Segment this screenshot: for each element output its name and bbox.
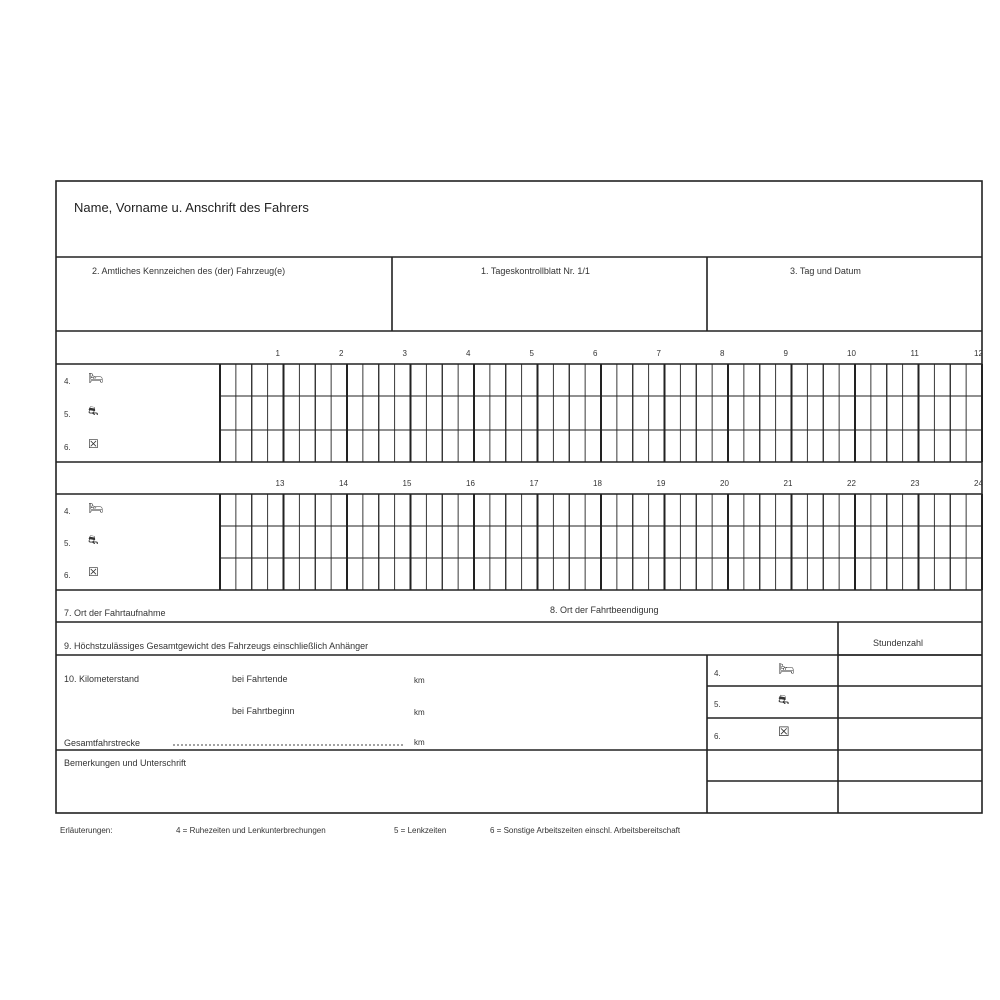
hour-label: 21 xyxy=(783,479,793,488)
row-number: 5. xyxy=(64,410,71,419)
row-number: 5. xyxy=(64,539,71,548)
checked-box-icon: ☒ xyxy=(88,565,99,579)
vehicle-plate-label: 2. Amtliches Kennzeichen des (der) Fahrzeug(e) xyxy=(92,266,286,276)
row-number: 6. xyxy=(64,571,71,580)
odometer-end-label: bei Fahrtende xyxy=(232,674,288,684)
hour-label: 9 xyxy=(783,349,788,358)
hour-label: 20 xyxy=(720,479,729,488)
hour-label: 5 xyxy=(529,349,534,358)
row-number: 4. xyxy=(64,507,71,516)
summary-row-number: 5. xyxy=(714,700,721,709)
row-number: 4. xyxy=(64,377,71,386)
driver-name-field[interactable] xyxy=(60,222,975,252)
bed-icon: 🛏 xyxy=(88,501,104,515)
hour-label: 13 xyxy=(275,479,285,488)
sheet-number-label: 1. Tageskontrollblatt Nr. 1/1 xyxy=(481,266,590,276)
summary-row-number: 4. xyxy=(714,668,721,678)
odometer-label: 10. Kilometerstand xyxy=(64,674,140,684)
hour-label: 12 xyxy=(974,349,983,358)
hour-label: 17 xyxy=(529,479,539,488)
hour-label: 2 xyxy=(339,349,344,358)
hour-label: 6 xyxy=(593,349,598,358)
hour-label: 23 xyxy=(910,479,920,488)
row-number: 6. xyxy=(64,443,71,452)
hour-label: 15 xyxy=(402,479,412,488)
end-place-label: 8. Ort der Fahrtbeendigung xyxy=(550,605,659,615)
legend-item-5: 5 = Lenkzeiten xyxy=(394,826,447,835)
time-row-checked-box[interactable] xyxy=(220,430,982,462)
hour-label: 18 xyxy=(593,479,602,488)
time-row-steering-wheel[interactable] xyxy=(220,526,982,558)
summary-row-number: 6. xyxy=(714,732,721,741)
steering-wheel-icon: ⛐ xyxy=(88,404,99,418)
hour-label: 7 xyxy=(656,349,661,358)
hour-label: 10 xyxy=(847,349,856,358)
checked-box-icon: ☒ xyxy=(88,437,99,451)
time-row-steering-wheel[interactable] xyxy=(220,396,982,430)
hour-label: 4 xyxy=(466,349,471,358)
total-distance-label: Gesamtfahrstrecke xyxy=(64,738,141,748)
hour-label: 1 xyxy=(275,349,280,358)
legend-item-6: 6 = Sonstige Arbeitszeiten einschl. Arbeitsbereitschaft xyxy=(490,826,681,835)
driver-name-label: Name, Vorname u. Anschrift des Fahrers xyxy=(74,200,309,215)
checked-box-icon: ☒ xyxy=(778,724,790,739)
time-row-checked-box[interactable] xyxy=(220,558,982,590)
remarks-field[interactable] xyxy=(60,772,704,810)
hour-label: 8 xyxy=(720,349,725,358)
hours-count-field[interactable] xyxy=(842,688,978,716)
hour-label: 16 xyxy=(466,479,475,488)
hours-count-field[interactable] xyxy=(842,657,978,684)
legend-item-4: 4 = Ruhezeiten und Lenkunterbrechungen xyxy=(176,826,326,835)
bed-icon: 🛏 xyxy=(778,660,795,676)
time-row-bed[interactable] xyxy=(220,494,982,526)
hour-label: 11 xyxy=(910,349,919,358)
hour-label: 19 xyxy=(656,479,666,488)
odometer-start-label: bei Fahrtbeginn xyxy=(232,706,295,716)
start-place-label: 7. Ort der Fahrtaufnahme xyxy=(64,608,166,618)
legend-title: Erläuterungen: xyxy=(60,826,113,835)
hours-count-field[interactable] xyxy=(842,720,978,748)
hour-label: 3 xyxy=(402,349,407,358)
hour-label: 22 xyxy=(847,479,856,488)
time-row-bed[interactable] xyxy=(220,364,982,396)
odometer-start-unit: km xyxy=(414,708,425,717)
date-label: 3. Tag und Datum xyxy=(790,266,861,276)
total-distance-unit: km xyxy=(414,738,425,747)
odometer-end-unit: km xyxy=(414,676,425,685)
sheet-number-field[interactable] xyxy=(396,282,704,327)
vehicle-plate-field[interactable] xyxy=(60,282,388,327)
hour-label: 14 xyxy=(339,479,348,488)
steering-wheel-icon: ⛐ xyxy=(778,692,790,707)
bed-icon: 🛏 xyxy=(88,371,104,385)
hour-label: 24 xyxy=(974,479,983,488)
remarks-label: Bemerkungen und Unterschrift xyxy=(64,758,187,768)
hours-count-label: Stundenzahl xyxy=(873,638,924,648)
max-weight-label: 9. Höchstzulässiges Gesamtgewicht des Fahrzeugs einschließlich Anhänger xyxy=(64,641,369,651)
steering-wheel-icon: ⛐ xyxy=(88,533,99,547)
date-field[interactable] xyxy=(711,282,979,327)
